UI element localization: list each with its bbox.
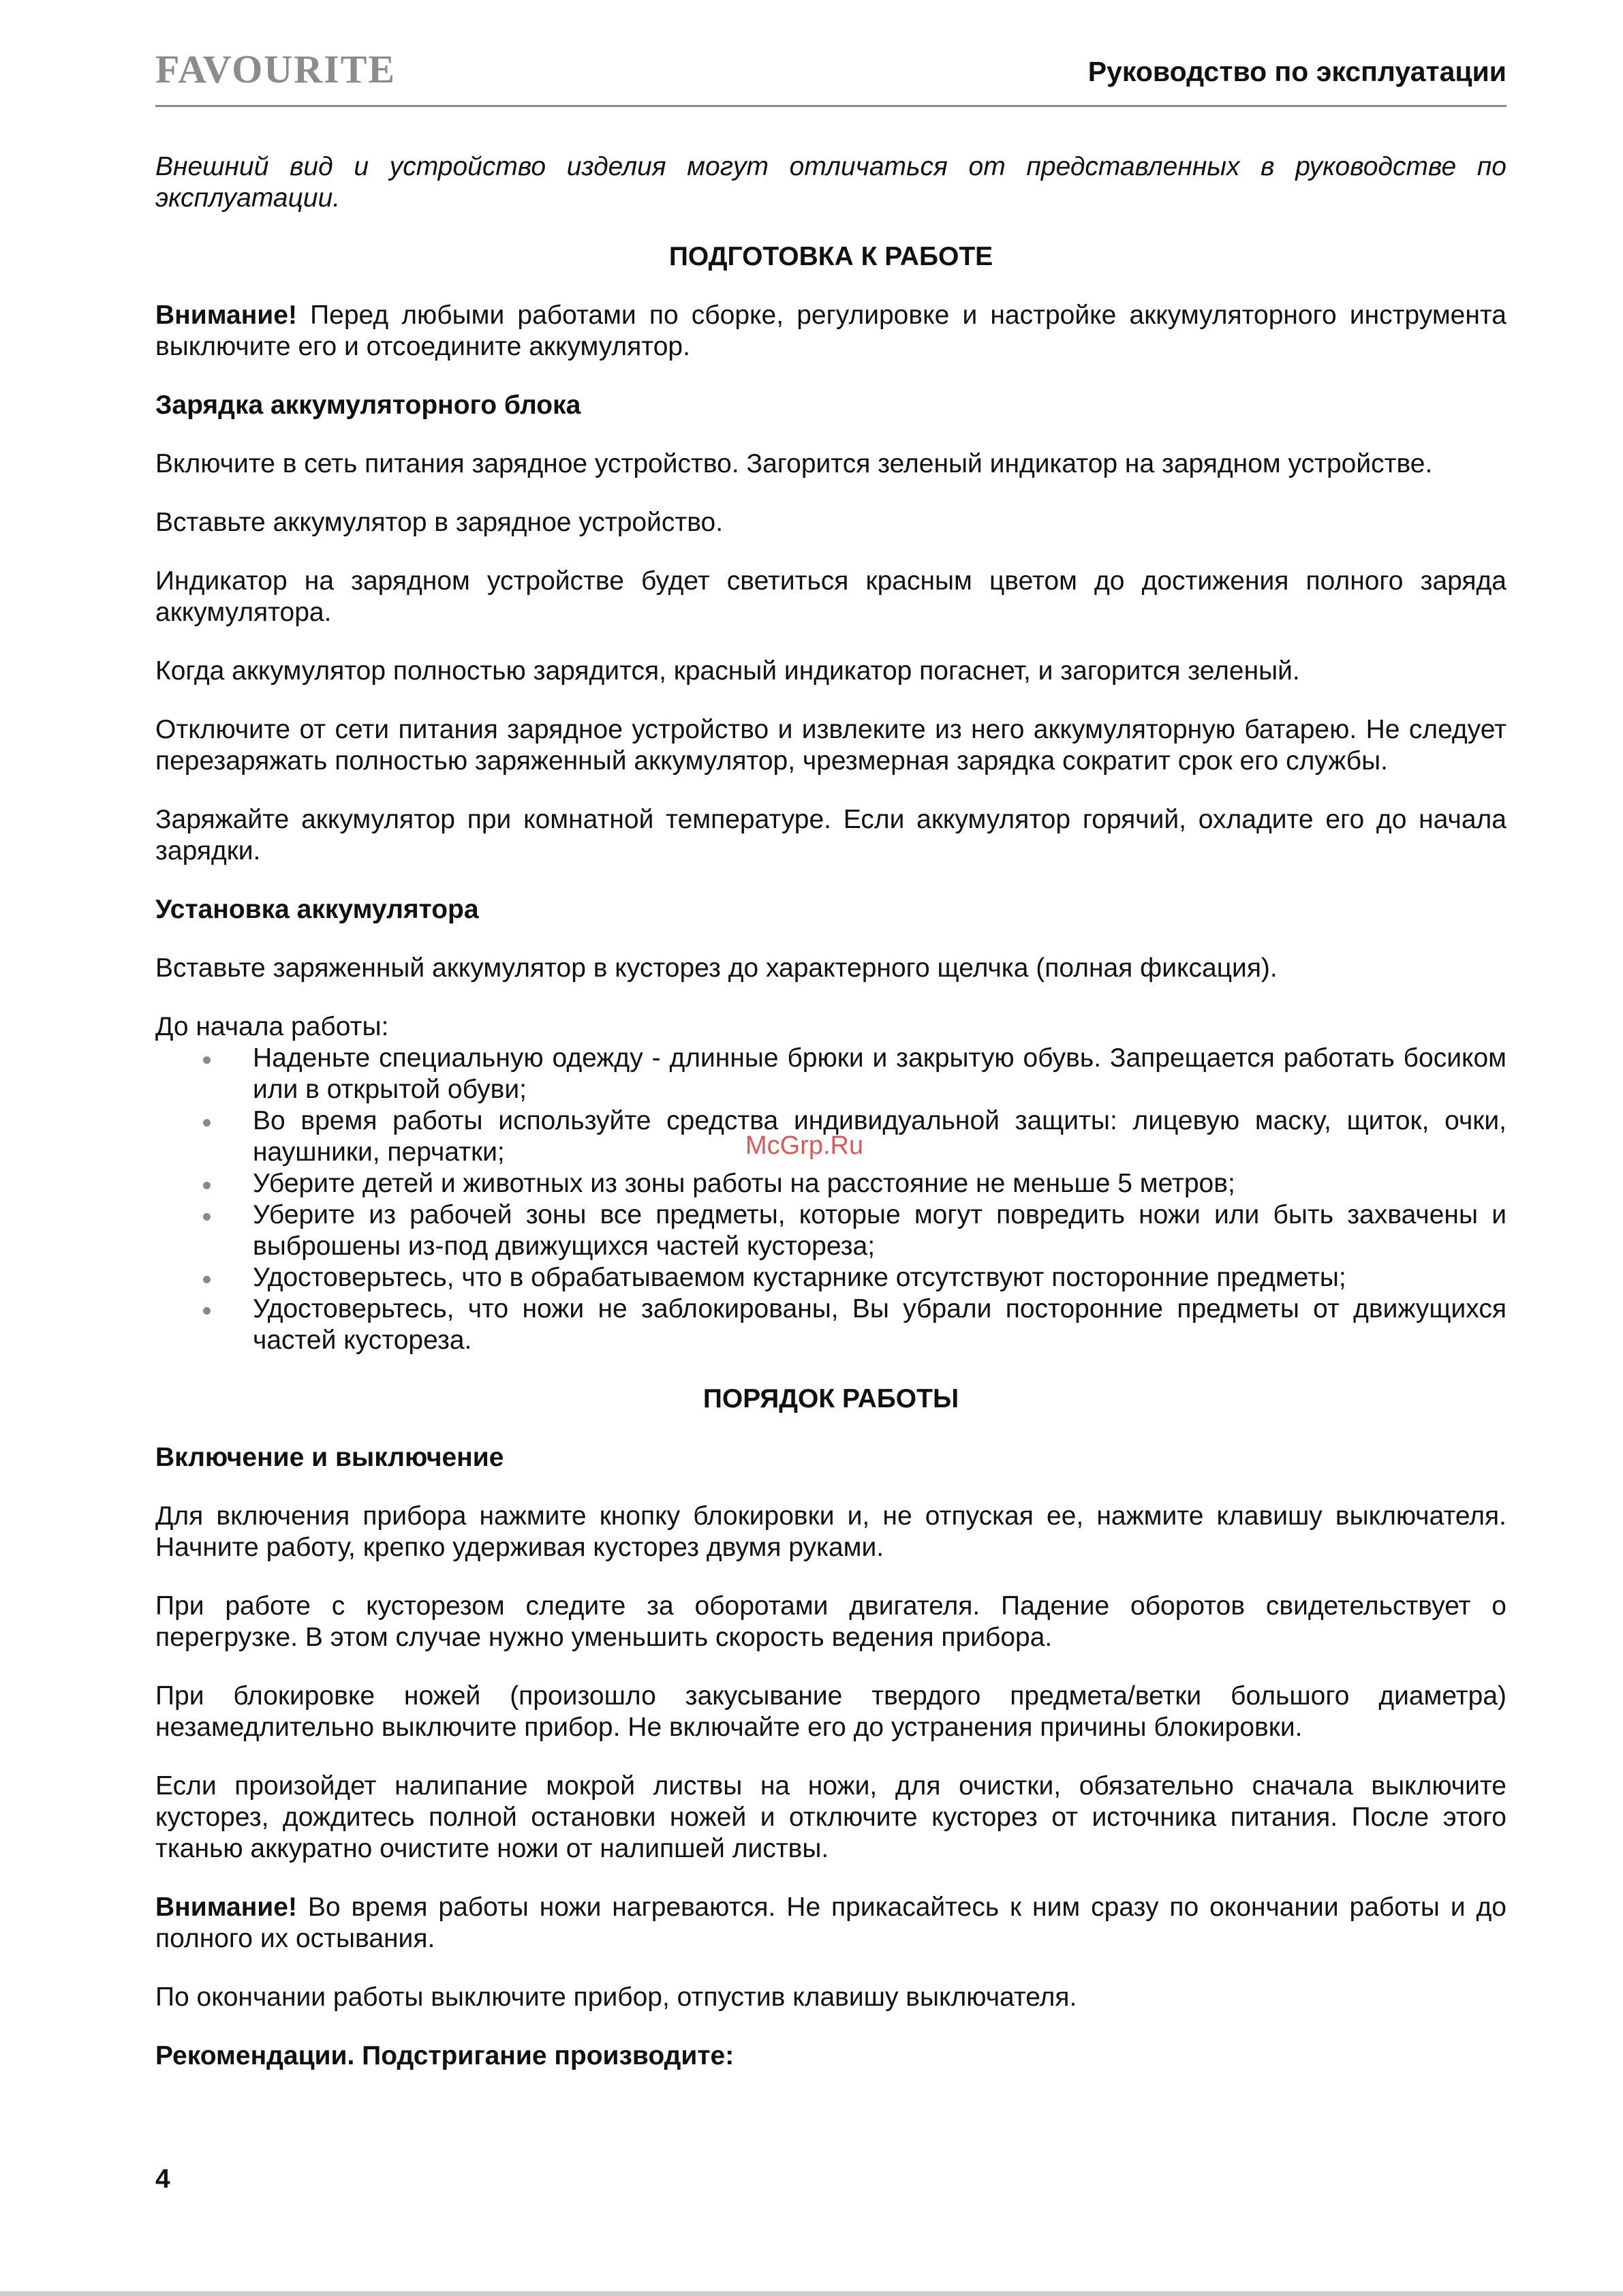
warning-text: Во время работы ножи нагреваются. Не прикасайтесь к ним сразу по окончании работы и до полного их остывания.	[155, 1893, 1506, 1953]
paragraph: Включите в сеть питания зарядное устройство. Загорится зеленый индикатор на зарядном устройстве.	[155, 449, 1433, 478]
brand-logo: FAVOURITE	[155, 47, 397, 91]
list-item-text: Удостоверьтесь, что ножи не заблокированы, Вы убрали посторонние предметы от движущихся частей кустореза.	[253, 1294, 1506, 1355]
subheading-on-off: Включение и выключение	[155, 1443, 504, 1472]
warning-paragraph-1	[155, 300, 1506, 363]
before-work-label: До начала работы:	[155, 1012, 389, 1041]
paragraph: Для включения прибора нажмите кнопку блокировки и, не отпуская ее, нажмите клавишу выключателя. Начните работу, крепко удерживая кусторез двумя руками.	[155, 1501, 1506, 1562]
list-item	[253, 1168, 1506, 1199]
list-item-text: Уберите детей и животных из зоны работы на расстояние не меньше 5 метров;	[253, 1169, 1235, 1198]
paragraph: При работе с кусторезом следите за оборотами двигателя. Падение оборотов свидетельствует о перегрузке. В этом случае нужно уменьшить скорость ведения прибора.	[155, 1591, 1506, 1652]
paragraph: Отключите от сети питания зарядное устройство и извлеките из него аккумуляторную батарею. Не следует перезаряжать полностью заряженный аккумулятор, чрезмерная зарядка сократит срок его службы.	[155, 715, 1506, 776]
subheading-charging: Зарядка аккумуляторного блока	[155, 391, 581, 420]
paragraph: Вставьте заряженный аккумулятор в кусторез до характерного щелчка (полная фиксация).	[155, 953, 1278, 983]
paragraph: Когда аккумулятор полностью зарядится, красный индикатор погаснет, и загорится зеленый.	[155, 656, 1300, 686]
intro-note: Внешний вид и устройство изделия могут отличаться от представленных в руководстве по эксплуатации.	[155, 152, 1506, 213]
list-item	[253, 1294, 1506, 1356]
list-item-text: Во время работы используйте средства индивидуальной защиты: лицевую маску, щиток, очки, наушники, перчатки;	[253, 1106, 1506, 1167]
bullet-icon	[203, 1056, 211, 1064]
section-title-preparation: ПОДГОТОВКА К РАБОТЕ	[668, 242, 993, 271]
bullet-list	[155, 1043, 1506, 1356]
warning-text: Перед любыми работами по сборке, регулировке и настройке аккумуляторного инструмента выключите его и отсоедините аккумулятор.	[155, 301, 1506, 361]
subheading-recommendations: Рекомендации. Подстригание производите:	[155, 2041, 735, 2070]
list-item-text: Наденьте специальную одежду - длинные брюки и закрытую обувь. Запрещается работать босиком или в открытой обуви;	[253, 1043, 1506, 1104]
paragraph: При блокировке ножей (произошло закусывание твердого предмета/ветки большого диаметра) незамедлительно выключите прибор. Не включайте его до устранения причины блокировки.	[155, 1681, 1506, 1742]
paragraph: Заряжайте аккумулятор при комнатной температуре. Если аккумулятор горячий, охладите его до начала зарядки.	[155, 805, 1506, 866]
list-item	[253, 1043, 1506, 1105]
page-content	[155, 151, 1506, 2099]
warning-lead: Внимание!	[155, 1893, 297, 1922]
section-title-operation: ПОРЯДОК РАБОТЫ	[702, 1384, 959, 1413]
bottom-rule	[0, 2291, 1623, 2296]
bullet-icon	[203, 1276, 211, 1283]
page-number: 4	[155, 2164, 170, 2194]
list-item	[253, 1262, 1506, 1294]
paragraph: Если произойдет налипание мокрой листвы на ножи, для очистки, обязательно сначала выключите кусторез, дождитесь полной остановки ножей и отключите кусторез от источника питания. После этого тканью аккуратно очистите ножи от налипшей листвы.	[155, 1771, 1506, 1863]
header-title: Руководство по эксплуатации	[1087, 56, 1506, 87]
paragraph: Вставьте аккумулятор в зарядное устройство.	[155, 508, 724, 537]
bullet-icon	[203, 1213, 211, 1221]
bullet-icon	[203, 1182, 211, 1189]
subheading-install: Установка аккумулятора	[155, 895, 479, 924]
paragraph: Индикатор на зарядном устройстве будет светиться красным цветом до достижения полного заряда аккумулятора.	[155, 566, 1506, 627]
list-item	[253, 1105, 1506, 1168]
list-item-text: Удостоверьтесь, что в обрабатываемом кустарнике отсутствуют посторонние предметы;	[253, 1263, 1346, 1292]
list-item-text: Уберите из рабочей зоны все предметы, которые могут повредить ножи или быть захвачены и выброшены из-под движущихся частей кустореза;	[253, 1200, 1506, 1261]
warning-lead: Внимание!	[155, 301, 297, 330]
list-item	[253, 1199, 1506, 1262]
bullet-icon	[203, 1119, 211, 1127]
watermark: McGrp.Ru	[745, 1131, 864, 1160]
paragraph: По окончании работы выключите прибор, отпустив клавишу выключателя.	[155, 1983, 1077, 2012]
warning-paragraph-2	[155, 1892, 1506, 1955]
page-header	[155, 44, 1506, 107]
bullet-icon	[203, 1307, 211, 1315]
